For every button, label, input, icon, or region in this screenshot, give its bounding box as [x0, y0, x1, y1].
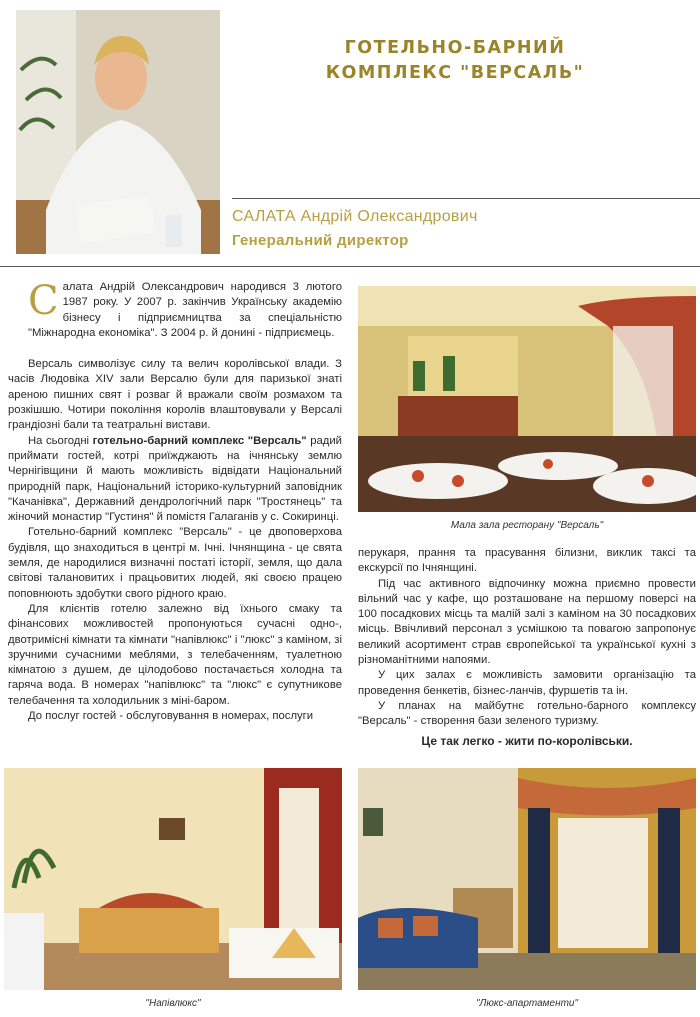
- drop-cap: С: [28, 278, 59, 324]
- p2-highlight: готельно-барний комплекс "Версаль": [92, 434, 307, 447]
- p2-end: радий приймати гостей, котрі приїжджають на ічнянську землю Чернігівщини й мають можливість відвідати Національний природній парк, Національний історико-культурний заповідник "Качанівка", Державний дендрологічний парк "Тростянець" та жіночий монастир "Густиня" й помістя Галаганів у с. Сокиринці.: [8, 434, 342, 524]
- p2-start: На сьогодні: [28, 434, 93, 447]
- paragraph-5-continued: перукаря, прання та прасування білизни, виклик таксі та екскурсії по Ічнянщині.: [358, 547, 696, 575]
- paragraph-1: Версаль символізує силу та велич королівської влади. З часів Людовіка XIV зали Версалю були для паризької знаті ареною пишних свят і розваг й вражали своїм розмахом та розкішшю. Чотири покоління королів влаштовували у Версалі грандіозні бали та театральні вистави.: [8, 358, 342, 432]
- paragraph-3: Готельно-барний комплекс "Версаль" - це двоповерхова будівля, що знаходиться в центрі м. Ічні. Ічнянщина - це свята земля, де народилися визначні постаті історії, земля, що дала світові талановитих і працьовитих людей, які своєю працею поповнюють здобутки свого рідного краю.: [8, 526, 342, 600]
- paragraph-5: До послуг гостей - обслуговування в номерах, послуги: [28, 710, 314, 723]
- intro-text: алата Андрій Олександрович народився 3 лютого 1987 року. У 2007 р. закінчив Українську академію бізнесу і підприємництва за спеціальністю "Міжнародна економіка". З 2004 р. й донині - підприємець.: [28, 281, 342, 339]
- paragraph-2: [8, 434, 342, 526]
- slogan: Це так легко - жити по-королівськи.: [421, 733, 633, 748]
- header-rule: [232, 198, 700, 199]
- article-right-column: [358, 546, 696, 749]
- section-rule: [0, 266, 700, 267]
- semi-lux-room-photo: [4, 768, 342, 990]
- caption-lux: "Люкс-апартаменти": [475, 998, 579, 1009]
- restaurant-hall-photo: [358, 286, 696, 512]
- title-line-2: КОМПЛЕКС "ВЕРСАЛЬ": [325, 63, 585, 83]
- person-name: САЛАТА Андрій Олександрович: [232, 208, 478, 225]
- person-role: Генеральний директор: [232, 232, 409, 249]
- caption-restaurant: Мала зала ресторану "Версаль": [450, 520, 604, 531]
- page-title: [230, 36, 680, 86]
- paragraph-7: У цих залах є можливість замовити організацію та проведення бенкетів, бізнес-ланчів, фуршетів та ін.: [358, 669, 696, 697]
- director-portrait-photo: [16, 10, 220, 254]
- paragraph-6: Під час активного відпочинку можна приємно провести вільний час у кафе, що розташоване на першому поверсі на 100 посадкових місць та малій залі з каміном на 30 посадкових місць. Ввічливий персонал з усмішкою та повагою запропонує великий асортимент страв європейської та української кухні з різноманітними напоями.: [358, 577, 696, 667]
- title-line-1: ГОТЕЛЬНО-БАРНИЙ: [344, 38, 566, 58]
- intro-paragraph: [8, 280, 342, 341]
- lux-apartment-photo: [358, 768, 696, 990]
- paragraph-4: Для клієнтів готелю залежно від їхнього смаку та фінансових можливостей пропонуються сучасні одно-, двотримісні кімнати та кімнати "напівлюкс" і "люкс" з каміном, зі зручними сучасними меблями, з телебаченням, туалетною кімнатою з душем, де цілодобово постачається холодна та гаряча вода. В номерах "напівлюкс" та "люкс" є супутникове телебачення та холодильник з міні-баром.: [8, 602, 342, 707]
- caption-semi-lux: "Напівлюкс": [145, 998, 201, 1009]
- article-left-column: [8, 280, 342, 724]
- paragraph-8: У планах на майбутнє готельно-барного комплексу "Версаль" - створення бази зеленого туризму.: [358, 699, 696, 728]
